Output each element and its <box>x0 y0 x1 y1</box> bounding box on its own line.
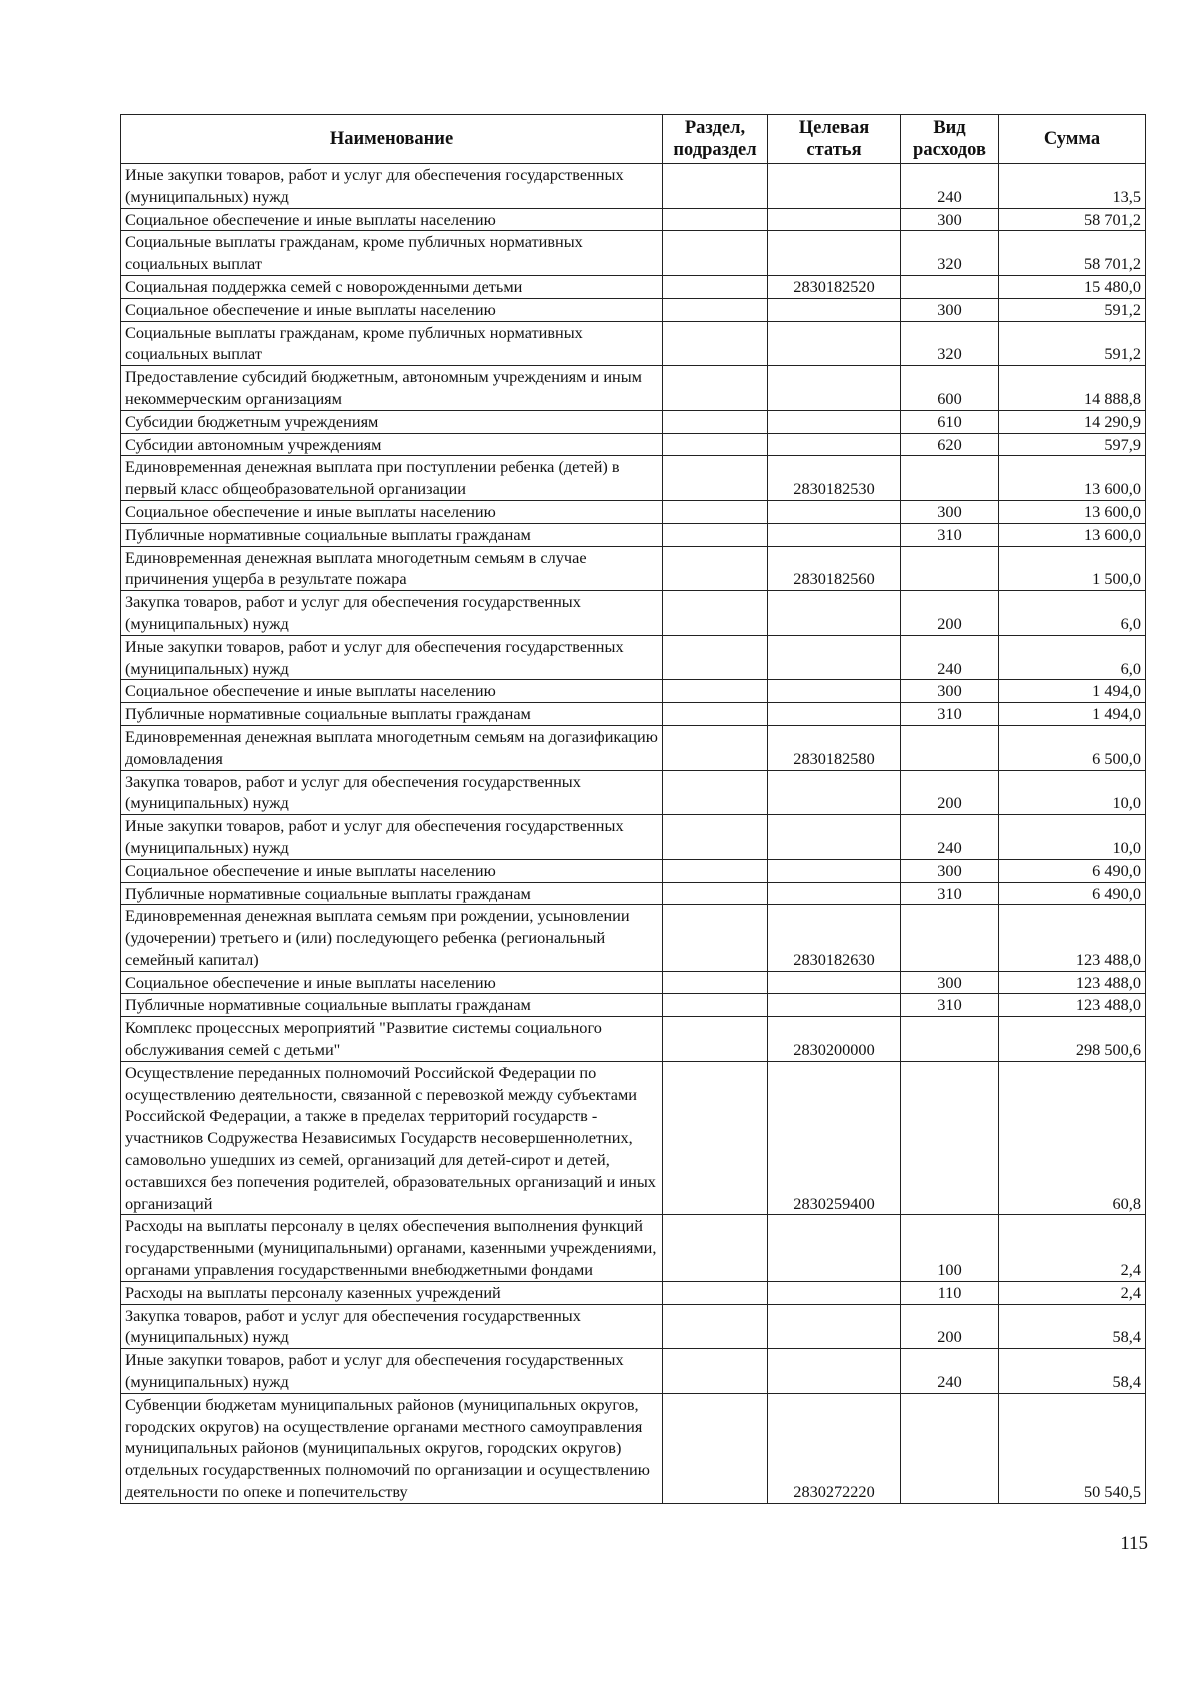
cell-razdel <box>663 366 768 411</box>
cell-kind: 200 <box>901 591 999 636</box>
cell-name: Публичные нормативные социальные выплаты гражданам <box>121 703 663 726</box>
cell-razdel <box>663 1017 768 1062</box>
table-row <box>121 882 1146 905</box>
table-row <box>121 1349 1146 1394</box>
cell-article: 2830182520 <box>768 275 901 298</box>
table-row <box>121 164 1146 209</box>
page-number: 115 <box>1120 1533 1148 1554</box>
cell-kind <box>901 1061 999 1215</box>
cell-sum: 6 490,0 <box>999 859 1146 882</box>
cell-sum: 6,0 <box>999 591 1146 636</box>
cell-name: Единовременная денежная выплата многодетным семьям в случае причинения ущерба в результате пожара <box>121 546 663 591</box>
cell-name: Субвенции бюджетам муниципальных районов (муниципальных округов, городских округов) на осуществление органами местного самоуправления муниципальных районов (муниципальных округов, городских округов) отдельных государственных полномочий по организации и осуществлению деятельности по опеке и попечительству <box>121 1393 663 1503</box>
table-row <box>121 1304 1146 1349</box>
cell-sum: 13 600,0 <box>999 523 1146 546</box>
cell-razdel <box>663 994 768 1017</box>
cell-name: Социальное обеспечение и иные выплаты населению <box>121 298 663 321</box>
cell-razdel <box>663 546 768 591</box>
cell-kind: 610 <box>901 410 999 433</box>
cell-razdel <box>663 859 768 882</box>
cell-sum: 13 600,0 <box>999 456 1146 501</box>
cell-name: Социальное обеспечение и иные выплаты населению <box>121 208 663 231</box>
cell-kind <box>901 905 999 971</box>
cell-razdel <box>663 298 768 321</box>
cell-name: Социальное обеспечение и иные выплаты населению <box>121 680 663 703</box>
cell-sum: 6,0 <box>999 635 1146 680</box>
header-razdel: Раздел, подраздел <box>663 115 768 164</box>
cell-sum: 123 488,0 <box>999 971 1146 994</box>
table-row <box>121 410 1146 433</box>
cell-sum: 298 500,6 <box>999 1017 1146 1062</box>
cell-sum: 60,8 <box>999 1061 1146 1215</box>
table-row <box>121 591 1146 636</box>
cell-article <box>768 994 901 1017</box>
table-row <box>121 971 1146 994</box>
cell-article: 2830182530 <box>768 456 901 501</box>
cell-article <box>768 591 901 636</box>
cell-kind: 300 <box>901 500 999 523</box>
cell-name: Единовременная денежная выплата при поступлении ребенка (детей) в первый класс общеобразовательной организации <box>121 456 663 501</box>
cell-kind: 310 <box>901 523 999 546</box>
cell-kind: 240 <box>901 1349 999 1394</box>
table-row <box>121 815 1146 860</box>
cell-razdel <box>663 815 768 860</box>
cell-sum: 14 888,8 <box>999 366 1146 411</box>
cell-kind: 240 <box>901 635 999 680</box>
cell-kind: 240 <box>901 164 999 209</box>
cell-article <box>768 971 901 994</box>
cell-article: 2830182630 <box>768 905 901 971</box>
cell-name: Публичные нормативные социальные выплаты гражданам <box>121 882 663 905</box>
cell-article <box>768 500 901 523</box>
cell-sum: 1 494,0 <box>999 680 1146 703</box>
table-row <box>121 231 1146 276</box>
cell-razdel <box>663 321 768 366</box>
cell-name: Социальная поддержка семей с новорожденными детьми <box>121 275 663 298</box>
cell-razdel <box>663 1215 768 1281</box>
cell-name: Закупка товаров, работ и услуг для обеспечения государственных (муниципальных) нужд <box>121 591 663 636</box>
cell-name: Субсидии автономным учреждениям <box>121 433 663 456</box>
cell-sum: 591,2 <box>999 321 1146 366</box>
cell-name: Социальное обеспечение и иные выплаты населению <box>121 971 663 994</box>
table-row <box>121 905 1146 971</box>
table-row <box>121 321 1146 366</box>
cell-razdel <box>663 1281 768 1304</box>
cell-razdel <box>663 1349 768 1394</box>
cell-razdel <box>663 410 768 433</box>
cell-razdel <box>663 208 768 231</box>
cell-sum: 15 480,0 <box>999 275 1146 298</box>
cell-kind: 310 <box>901 882 999 905</box>
cell-article: 2830182580 <box>768 725 901 770</box>
cell-razdel <box>663 882 768 905</box>
cell-article <box>768 703 901 726</box>
table-row <box>121 500 1146 523</box>
cell-article <box>768 1215 901 1281</box>
cell-kind: 310 <box>901 994 999 1017</box>
cell-sum: 123 488,0 <box>999 905 1146 971</box>
cell-name: Предоставление субсидий бюджетным, автономным учреждениям и иным некоммерческим организациям <box>121 366 663 411</box>
table-row <box>121 1393 1146 1503</box>
cell-article <box>768 882 901 905</box>
cell-sum: 123 488,0 <box>999 994 1146 1017</box>
cell-kind: 320 <box>901 321 999 366</box>
cell-kind <box>901 275 999 298</box>
cell-razdel <box>663 703 768 726</box>
cell-name: Социальные выплаты гражданам, кроме публичных нормативных социальных выплат <box>121 321 663 366</box>
cell-kind: 200 <box>901 1304 999 1349</box>
cell-razdel <box>663 500 768 523</box>
table-row <box>121 725 1146 770</box>
cell-kind: 600 <box>901 366 999 411</box>
cell-sum: 50 540,5 <box>999 1393 1146 1503</box>
cell-kind: 110 <box>901 1281 999 1304</box>
cell-sum: 13,5 <box>999 164 1146 209</box>
header-name: Наименование <box>121 115 663 164</box>
cell-kind: 200 <box>901 770 999 815</box>
table-row <box>121 275 1146 298</box>
cell-razdel <box>663 1304 768 1349</box>
table-header <box>121 115 1146 164</box>
header-kind: Вид расходов <box>901 115 999 164</box>
cell-name: Публичные нормативные социальные выплаты гражданам <box>121 994 663 1017</box>
cell-sum: 10,0 <box>999 770 1146 815</box>
cell-sum: 58,4 <box>999 1304 1146 1349</box>
cell-sum: 14 290,9 <box>999 410 1146 433</box>
cell-name: Социальное обеспечение и иные выплаты населению <box>121 859 663 882</box>
cell-sum: 597,9 <box>999 433 1146 456</box>
cell-razdel <box>663 1393 768 1503</box>
cell-name: Иные закупки товаров, работ и услуг для обеспечения государственных (муниципальных) нужд <box>121 164 663 209</box>
cell-kind: 300 <box>901 859 999 882</box>
header-sum: Сумма <box>999 115 1146 164</box>
cell-kind: 100 <box>901 1215 999 1281</box>
cell-sum: 1 500,0 <box>999 546 1146 591</box>
cell-article <box>768 208 901 231</box>
cell-kind <box>901 456 999 501</box>
cell-kind: 300 <box>901 971 999 994</box>
cell-razdel <box>663 275 768 298</box>
cell-article <box>768 1349 901 1394</box>
table-row <box>121 366 1146 411</box>
header-row <box>121 115 1146 164</box>
cell-kind <box>901 1393 999 1503</box>
cell-razdel <box>663 433 768 456</box>
cell-article: 2830259400 <box>768 1061 901 1215</box>
table-row <box>121 208 1146 231</box>
header-article: Целевая статья <box>768 115 901 164</box>
table-row <box>121 770 1146 815</box>
cell-kind: 300 <box>901 680 999 703</box>
cell-razdel <box>663 1061 768 1215</box>
cell-name: Закупка товаров, работ и услуг для обеспечения государственных (муниципальных) нужд <box>121 770 663 815</box>
cell-name: Единовременная денежная выплата семьям при рождении, усыновлении (удочерении) третьего и (или) последующего ребенка (региональный семейный капитал) <box>121 905 663 971</box>
table-row <box>121 859 1146 882</box>
cell-article <box>768 523 901 546</box>
cell-sum: 2,4 <box>999 1281 1146 1304</box>
cell-razdel <box>663 231 768 276</box>
cell-razdel <box>663 456 768 501</box>
document-page <box>120 114 1145 1504</box>
table-row <box>121 994 1146 1017</box>
cell-razdel <box>663 905 768 971</box>
cell-name: Публичные нормативные социальные выплаты гражданам <box>121 523 663 546</box>
cell-razdel <box>663 523 768 546</box>
table-row <box>121 456 1146 501</box>
cell-article <box>768 231 901 276</box>
cell-razdel <box>663 591 768 636</box>
table-row <box>121 1215 1146 1281</box>
cell-name: Единовременная денежная выплата многодетным семьям на догазификацию домовладения <box>121 725 663 770</box>
cell-name: Комплекс процессных мероприятий "Развитие системы социального обслуживания семей с детьми" <box>121 1017 663 1062</box>
cell-sum: 6 490,0 <box>999 882 1146 905</box>
cell-article <box>768 680 901 703</box>
table-row <box>121 1061 1146 1215</box>
cell-name: Иные закупки товаров, работ и услуг для обеспечения государственных (муниципальных) нужд <box>121 815 663 860</box>
table-row <box>121 1281 1146 1304</box>
cell-article <box>768 410 901 433</box>
cell-kind: 300 <box>901 208 999 231</box>
cell-sum: 10,0 <box>999 815 1146 860</box>
cell-article <box>768 298 901 321</box>
cell-kind: 310 <box>901 703 999 726</box>
cell-kind: 240 <box>901 815 999 860</box>
cell-kind: 300 <box>901 298 999 321</box>
cell-sum: 591,2 <box>999 298 1146 321</box>
cell-razdel <box>663 770 768 815</box>
cell-name: Социальное обеспечение и иные выплаты населению <box>121 500 663 523</box>
cell-razdel <box>663 164 768 209</box>
cell-sum: 13 600,0 <box>999 500 1146 523</box>
table-row <box>121 703 1146 726</box>
cell-name: Субсидии бюджетным учреждениям <box>121 410 663 433</box>
table-row <box>121 546 1146 591</box>
cell-kind: 620 <box>901 433 999 456</box>
cell-kind: 320 <box>901 231 999 276</box>
cell-article <box>768 1304 901 1349</box>
table-row <box>121 1017 1146 1062</box>
cell-sum: 58 701,2 <box>999 208 1146 231</box>
cell-name: Закупка товаров, работ и услуг для обеспечения государственных (муниципальных) нужд <box>121 1304 663 1349</box>
table-row <box>121 680 1146 703</box>
cell-article <box>768 321 901 366</box>
cell-name: Расходы на выплаты персоналу в целях обеспечения выполнения функций государственными (муниципальными) органами, казенными учреждениями, органами управления государственными внебюджетными фондами <box>121 1215 663 1281</box>
cell-sum: 1 494,0 <box>999 703 1146 726</box>
cell-sum: 58,4 <box>999 1349 1146 1394</box>
cell-article <box>768 164 901 209</box>
cell-article: 2830272220 <box>768 1393 901 1503</box>
table-row <box>121 635 1146 680</box>
cell-article <box>768 815 901 860</box>
cell-article <box>768 433 901 456</box>
cell-razdel <box>663 725 768 770</box>
cell-article <box>768 770 901 815</box>
table-body <box>121 164 1146 1504</box>
cell-article: 2830182560 <box>768 546 901 591</box>
cell-article <box>768 1281 901 1304</box>
table-row <box>121 298 1146 321</box>
cell-sum: 58 701,2 <box>999 231 1146 276</box>
cell-article <box>768 635 901 680</box>
cell-kind <box>901 546 999 591</box>
cell-name: Иные закупки товаров, работ и услуг для обеспечения государственных (муниципальных) нужд <box>121 635 663 680</box>
cell-article: 2830200000 <box>768 1017 901 1062</box>
cell-sum: 2,4 <box>999 1215 1146 1281</box>
cell-article <box>768 366 901 411</box>
cell-kind <box>901 1017 999 1062</box>
cell-name: Осуществление переданных полномочий Российской Федерации по осуществлению деятельности, связанной с перевозкой между субъектами Российской Федерации, а также в пределах территорий государств - участников Содружества Независимых Государств несовершеннолетних, самовольно ушедших из семей, организаций для детей-сирот и детей, оставшихся без попечения родителей, образовательных организаций и иных организаций <box>121 1061 663 1215</box>
table-row <box>121 523 1146 546</box>
budget-table <box>120 114 1146 1504</box>
cell-article <box>768 859 901 882</box>
cell-razdel <box>663 680 768 703</box>
cell-name: Иные закупки товаров, работ и услуг для обеспечения государственных (муниципальных) нужд <box>121 1349 663 1394</box>
table-row <box>121 433 1146 456</box>
cell-razdel <box>663 635 768 680</box>
cell-kind <box>901 725 999 770</box>
cell-name: Социальные выплаты гражданам, кроме публичных нормативных социальных выплат <box>121 231 663 276</box>
cell-razdel <box>663 971 768 994</box>
cell-sum: 6 500,0 <box>999 725 1146 770</box>
cell-name: Расходы на выплаты персоналу казенных учреждений <box>121 1281 663 1304</box>
